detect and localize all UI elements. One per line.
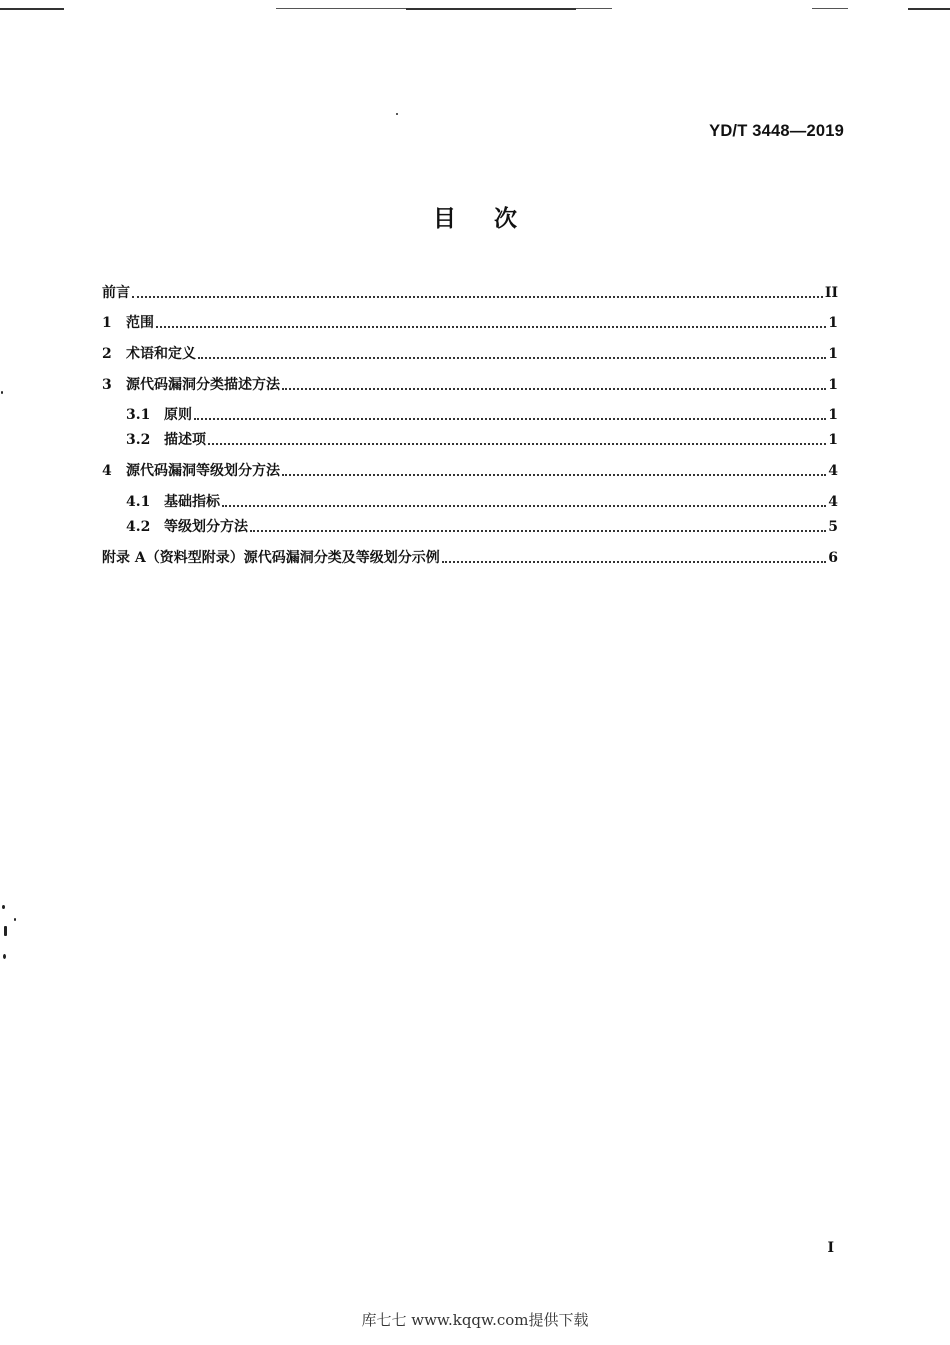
scan-speck (14, 918, 16, 921)
scan-speck (4, 926, 7, 936)
toc-entry-page: 1 (828, 315, 838, 331)
toc-entry-page: 5 (828, 519, 838, 535)
scan-artifact-line (812, 8, 848, 9)
toc-dot-leader (250, 530, 826, 532)
standard-number: YD/T 3448—2019 (709, 122, 844, 140)
scan-artifact-line (276, 8, 406, 9)
toc-dot-leader (282, 474, 826, 476)
toc-dot-leader (132, 296, 823, 298)
toc-dot-leader (156, 326, 826, 328)
toc-entry-number: 4.1 (126, 494, 151, 510)
toc-title: 目次 (433, 206, 555, 232)
scan-artifact-line (908, 8, 950, 10)
page-number: I (827, 1240, 834, 1256)
toc-entry-4-2[interactable] (126, 516, 838, 538)
toc-entry-page: 1 (828, 407, 838, 423)
toc-entry-foreword[interactable] (102, 282, 838, 304)
toc-entry-page: 6 (828, 550, 838, 566)
toc-dot-leader (442, 561, 827, 563)
scan-speck (3, 954, 6, 959)
toc-entry-page: 1 (828, 432, 838, 448)
toc-entry-text: 基础指标 (164, 494, 220, 510)
toc-entry-number: 4 (102, 463, 112, 479)
toc-entry-4-1[interactable] (126, 491, 838, 513)
toc-dot-leader (282, 388, 826, 390)
toc-entry-page: II (824, 285, 838, 301)
toc-entry-3-1[interactable] (126, 404, 838, 426)
toc-entry-text: 等级划分方法 (164, 519, 248, 535)
toc-entry-text: 范围 (126, 315, 154, 331)
toc-entry-annex-a[interactable] (102, 547, 838, 569)
scan-speck (1, 391, 3, 394)
toc-entry-1[interactable] (102, 312, 838, 334)
toc-entry-4[interactable] (102, 460, 838, 482)
toc-entry-3[interactable] (102, 374, 838, 396)
toc-entry-page: 4 (828, 463, 838, 479)
toc-entry-number: 1 (102, 315, 112, 331)
toc-dot-leader (208, 443, 826, 445)
scan-speck (2, 905, 5, 909)
toc-entry-number: 3.2 (126, 432, 151, 448)
toc-entry-page: 1 (828, 346, 838, 362)
scan-speck (396, 113, 398, 115)
toc-entry-text: 前言 (102, 285, 130, 301)
toc-entry-text: 附录 A（资料型附录）源代码漏洞分类及等级划分示例 (102, 550, 440, 566)
toc-entry-number: 3.1 (126, 407, 151, 423)
toc-entry-3-2[interactable] (126, 429, 838, 451)
scan-artifact-line (406, 8, 576, 10)
toc-dot-leader (198, 357, 826, 359)
toc-entry-page: 4 (828, 494, 838, 510)
toc-entry-number: 4.2 (126, 519, 151, 535)
scan-artifact-line (576, 8, 612, 9)
toc-dot-leader (222, 505, 826, 507)
toc-entry-text: 源代码漏洞分类描述方法 (126, 377, 280, 393)
toc-entry-text: 原则 (164, 407, 192, 423)
toc-entry-text: 术语和定义 (126, 346, 196, 362)
toc-entry-text: 源代码漏洞等级划分方法 (126, 463, 280, 479)
toc-entry-number: 2 (102, 346, 112, 362)
toc-entry-2[interactable] (102, 343, 838, 365)
scan-artifact-line (0, 8, 64, 10)
toc-entry-number: 3 (102, 377, 112, 393)
toc-dot-leader (194, 418, 826, 420)
toc-entry-text: 描述项 (164, 432, 206, 448)
toc-entry-page: 1 (828, 377, 838, 393)
download-watermark: 库七七 www.kqqw.com提供下载 (361, 1311, 589, 1329)
